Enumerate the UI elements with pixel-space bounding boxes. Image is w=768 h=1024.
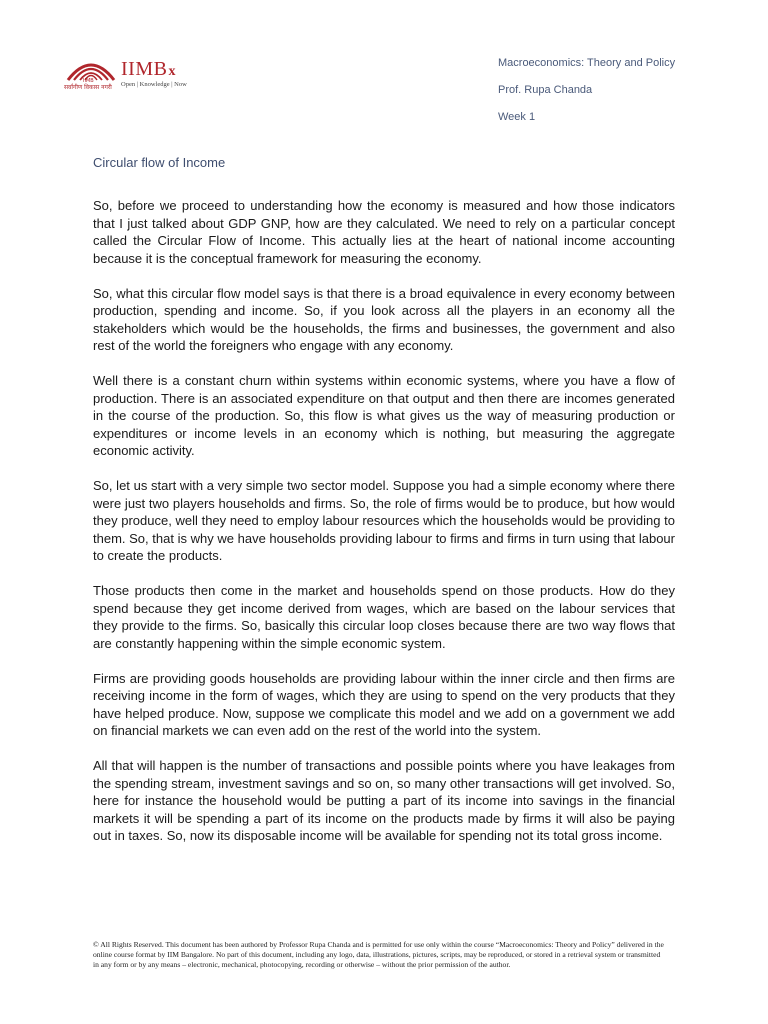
copyright-footer: © All Rights Reserved. This document has been authored by Professor Rupa Chanda and is permitted for use only within the course “Macroeconomics: Theory and Policy” delivered in the online course format by IIM Bangalore. No part of this document, including any logo, data, illustrations, pictures, scripts, may be reproduced, or stored in a retrieval system or transmitted in any form or by any means – electronic, mechanical, photocopying, recording or otherwise – without the prior permission of the author.	[93, 940, 664, 969]
logo-brand-text: IIMB	[121, 58, 168, 80]
emblem-label: IIMB	[83, 78, 94, 84]
body-text	[93, 197, 675, 862]
professor-name: Prof. Rupa Chanda	[498, 84, 593, 96]
iimb-logo	[64, 56, 204, 96]
logo-brand	[121, 58, 176, 83]
section-title: Circular flow of Income	[93, 155, 226, 170]
paragraph: So, what this circular flow model says is that there is a broad equivalence in every economy between production, spending and income. So, if you look across all the players in an economy all the stakeholders which would be the households, the firms and businesses, the government and also rest of the world the foreigners who engage with any economy.	[93, 285, 675, 353]
logo-brand-mark: x	[168, 64, 176, 79]
week-label: Week 1	[498, 111, 536, 123]
paragraph: Those products then come in the market and households spend on those products. How do they spend because they get income derived from wages, which are based on the labour services that they provide to the firms. So, basically this circular loop closes because there are two way flows that are constantly happening within the simple economic system.	[93, 583, 675, 651]
paragraph: So, before we proceed to understanding how the economy is measured and how those indicators that I just talked about GDP GNP, how are they calculated. We need to rely on a particular concept called the Circular Flow of Income. This actually lies at the heart of national income accounting because it is the conceptual framework for measuring the economy.	[93, 198, 675, 266]
paragraph: Firms are providing goods households are providing labour within the inner circle and then firms are receiving income in the form of wages, which they are using to spend on the very products that they have helped produce. Now, suppose we complicate this model and we add on a government we add on financial markets we can even add on the rest of the world into the system.	[93, 670, 675, 738]
paragraph: All that will happen is the number of transactions and possible points where you have leakages from the spending stream, investment savings and so on, so many other transactions will get involved. So, here for instance the household would be putting a part of its income into savings in the financial markets it will be spending a part of its income on the products made by firms it will also be paying out in taxes. So, now its disposable income will be available for spending not its total gross income.	[93, 758, 675, 843]
logo-tagline: सर्वांगीण विकास नगरी	[64, 84, 112, 91]
paragraph: Well there is a constant churn within systems within economic systems, where you have a flow of production. There is an associated expenditure on that output and then there are incomes generated in the course of the production. So, this flow is what gives us the way of measuring production or expenditures or income levels in an economy which is nothing, but measuring the aggregate economic activity.	[93, 373, 675, 458]
header-meta	[498, 57, 738, 138]
iimb-emblem-icon	[64, 56, 118, 84]
paragraph: So, let us start with a very simple two sector model. Suppose you had a simple economy where there were just two players households and firms. So, the role of firms would be to produce, but how would they produce, well they need to employ labour resources which the households would be providing to them. So, that is why we have households providing labour to firms and firms in turn using that labour to create the products.	[93, 478, 675, 563]
logo-slogan: Open | Knowledge | Now	[121, 81, 187, 88]
course-title: Macroeconomics: Theory and Policy	[498, 57, 676, 69]
